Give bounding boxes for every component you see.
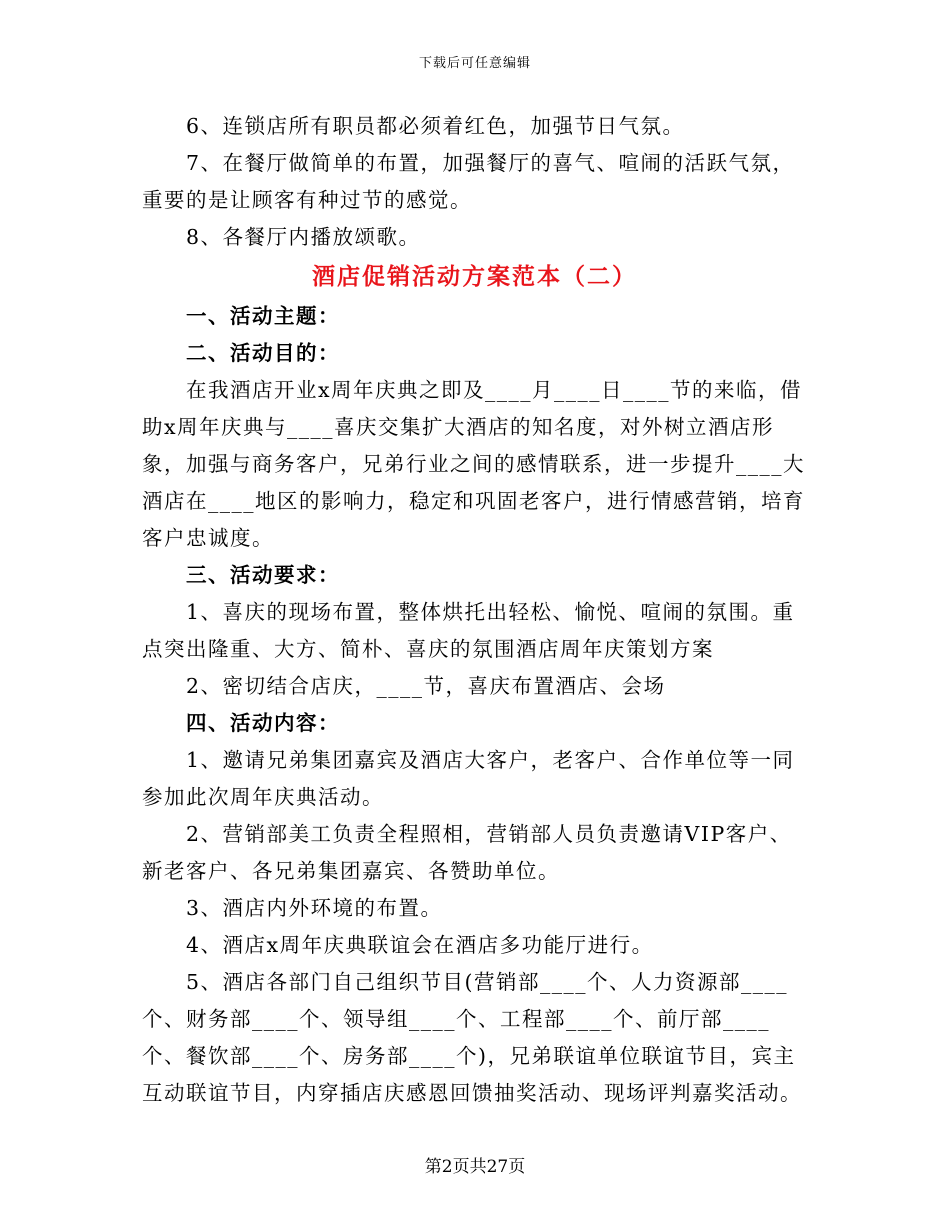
page-header: 下载后可任意编辑 <box>418 56 531 71</box>
list-item: 1、喜庆的现场布置，整体烘托出轻松、愉悦、喧闹的氛围。重点突出隆重、大方、简朴、喜庆的氛围酒店周年庆策划方案 <box>142 600 795 661</box>
list-item: 2、密切结合店庆，____节，喜庆布置酒店、会场 <box>186 674 666 698</box>
section-title-theme: 一、活动主题： <box>186 304 340 328</box>
list-item: 2、营销部美工负责全程照相，营销部人员负责邀请VIP客户、新老客户、各兄弟集团嘉宾、各赞助单位。 <box>142 822 792 883</box>
section-title-content: 四、活动内容： <box>186 711 340 735</box>
list-item: 4、酒店x周年庆典联谊会在酒店多功能厅进行。 <box>186 933 654 957</box>
list-item: 6、连锁店所有职员都必须着红色，加强节日气氛。 <box>186 114 685 138</box>
list-item: 5、酒店各部门自己组织节目(营销部____个、人力资源部____个、财务部____个、领导组____个、工程部____个、前厅部____个、餐饮部____个、房务部____个)，兄弟联谊单位联谊节目，宾主互动联谊节目，内穿插店庆感恩回馈抽奖活动、现场评判嘉奖活动。 <box>142 970 802 1105</box>
purpose-paragraph: 在我酒店开业x周年庆典之即及____月____日____节的来临，借助x周年庆典与____喜庆交集扩大酒店的知名度，对外树立酒店形象，加强与商务客户，兄弟行业之间的感情联系，进一步提升____大酒店在____地区的影响力，稳定和巩固老客户，进行情感营销，培育客户忠诚度。 <box>142 378 805 550</box>
list-item: 3、酒店内外环境的布置。 <box>186 896 443 920</box>
document-body <box>142 108 807 1112</box>
list-item: 7、在餐厅做简单的布置，加强餐厅的喜气、喧闹的活跃气氛，重要的是让顾客有种过节的感觉。 <box>142 151 795 212</box>
page-footer: 第2页共27页 <box>424 1157 526 1177</box>
section-title-requirements: 三、活动要求： <box>186 563 340 587</box>
section-title-purpose: 二、活动目的： <box>186 341 340 365</box>
document-title: 酒店促销活动方案范本（二） <box>312 263 637 290</box>
list-item: 8、各餐厅内播放颂歌。 <box>186 225 421 249</box>
list-item: 1、邀请兄弟集团嘉宾及酒店大客户，老客户、合作单位等一同参加此次周年庆典活动。 <box>142 748 795 809</box>
